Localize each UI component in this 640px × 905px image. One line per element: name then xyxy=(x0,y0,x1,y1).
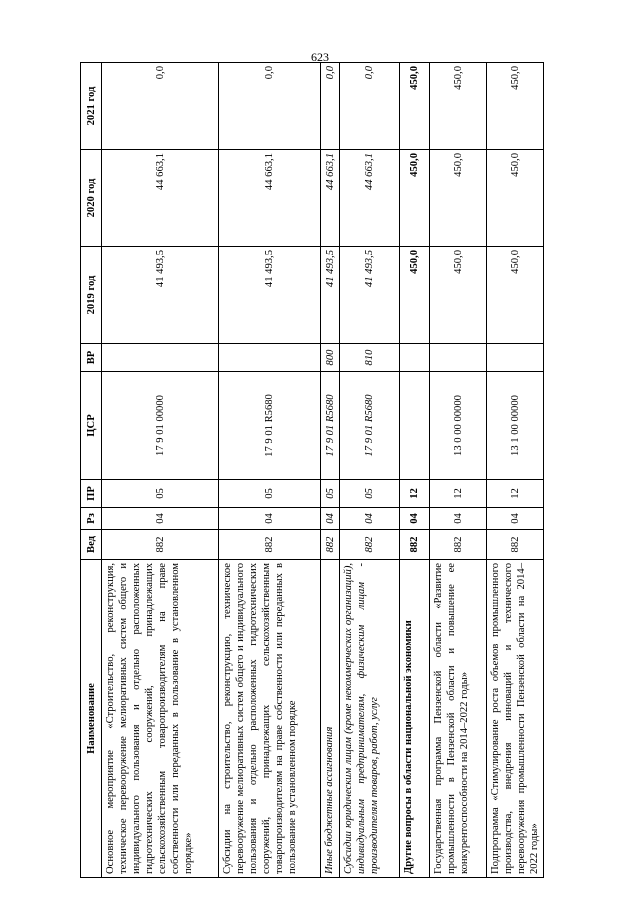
header-2021: 2021 год xyxy=(81,63,102,150)
row-rz: 04 xyxy=(430,508,487,530)
row-vr xyxy=(430,344,487,372)
row-2019: 450,0 xyxy=(430,247,487,344)
header-2019: 2019 год xyxy=(81,247,102,344)
row-csr: 17 9 01 R5680 xyxy=(321,372,340,480)
row-vr xyxy=(400,344,430,372)
row-vr xyxy=(219,344,321,372)
table-row xyxy=(102,63,219,878)
row-vr: 800 xyxy=(321,344,340,372)
row-name: Подпрограмма «Стимулирование роста объемов промышленного производства, внедрения инноваций и технического перевооружения промышленности Пензенской области на 2014–2022 годы» xyxy=(487,560,544,878)
row-rz: 04 xyxy=(400,508,430,530)
row-csr: 17 9 01 R5680 xyxy=(219,372,321,480)
row-ved: 882 xyxy=(400,530,430,560)
table-row xyxy=(219,63,321,878)
row-csr: 13 1 00 00000 xyxy=(487,372,544,480)
row-pr: 05 xyxy=(340,480,400,508)
row-2020: 44 663,1 xyxy=(340,150,400,247)
row-rz: 04 xyxy=(340,508,400,530)
row-pr: 12 xyxy=(400,480,430,508)
row-pr: 05 xyxy=(102,480,219,508)
row-name: Иные бюджетные ассигнования xyxy=(321,560,340,878)
header-pr: ПР xyxy=(81,480,102,508)
row-pr: 12 xyxy=(430,480,487,508)
table-row xyxy=(430,63,487,878)
row-vr xyxy=(487,344,544,372)
row-name: Субсидии юридическим лицам (кроме некоммерческих организаций), индивидуальным предпринимателям, физическим лицам - производителям товаров, работ, услуг xyxy=(340,560,400,878)
row-csr: 17 9 01 00000 xyxy=(102,372,219,480)
row-ved: 882 xyxy=(430,530,487,560)
row-2019: 450,0 xyxy=(487,247,544,344)
table-row xyxy=(487,63,544,878)
row-csr: 13 0 00 00000 xyxy=(430,372,487,480)
row-rz: 04 xyxy=(102,508,219,530)
row-name: Другие вопросы в области национальной экономики xyxy=(400,560,430,878)
row-2019: 41 493,5 xyxy=(102,247,219,344)
row-2020: 450,0 xyxy=(430,150,487,247)
row-ved: 882 xyxy=(102,530,219,560)
row-2021: 450,0 xyxy=(487,63,544,150)
row-name: Основное мероприятие «Строительство, реконструкция, техническое перевооружение мелиоративных систем общего и индивидуального пользования и отдельно расположенных гидротехнических сооружений, принадлежащих сельскохозяйственным товаропроизводителям на праве собственности или переданных в пользование в установленном порядке» xyxy=(102,560,219,878)
header-csr: ЦСР xyxy=(81,372,102,480)
page-number: 623 xyxy=(311,50,329,64)
row-2021: 0,0 xyxy=(102,63,219,150)
row-pr: 05 xyxy=(321,480,340,508)
header-row xyxy=(81,63,102,878)
row-rz: 04 xyxy=(321,508,340,530)
header-vr: ВР xyxy=(81,344,102,372)
row-2020: 44 663,1 xyxy=(102,150,219,247)
row-ved: 882 xyxy=(487,530,544,560)
table-row xyxy=(340,63,400,878)
row-2021: 0,0 xyxy=(219,63,321,150)
row-2020: 450,0 xyxy=(487,150,544,247)
row-2020: 44 663,1 xyxy=(219,150,321,247)
row-pr: 12 xyxy=(487,480,544,508)
row-2019: 450,0 xyxy=(400,247,430,344)
row-csr xyxy=(400,372,430,480)
header-ved: Вед xyxy=(81,530,102,560)
row-2021: 0,0 xyxy=(321,63,340,150)
row-2019: 41 493,5 xyxy=(340,247,400,344)
row-vr: 810 xyxy=(340,344,400,372)
row-2020: 44 663,1 xyxy=(321,150,340,247)
row-2019: 41 493,5 xyxy=(219,247,321,344)
row-vr xyxy=(102,344,219,372)
row-ved: 882 xyxy=(321,530,340,560)
row-ved: 882 xyxy=(340,530,400,560)
row-2019: 41 493,5 xyxy=(321,247,340,344)
table-row xyxy=(321,63,340,878)
row-name: Государственная программа Пензенской области «Развитие промышленности в Пензенской области и повышение ее конкурентоспособности на 2014–2022 годы» xyxy=(430,560,487,878)
row-2021: 0,0 xyxy=(340,63,400,150)
row-pr: 05 xyxy=(219,480,321,508)
header-rz: Рз xyxy=(81,508,102,530)
row-ved: 882 xyxy=(219,530,321,560)
table-row xyxy=(400,63,430,878)
row-2021: 450,0 xyxy=(400,63,430,150)
header-name: Наименование xyxy=(81,560,102,878)
budget-table xyxy=(80,62,544,878)
header-2020: 2020 год xyxy=(81,150,102,247)
rotated-table-container xyxy=(80,63,540,878)
row-rz: 04 xyxy=(487,508,544,530)
row-2021: 450,0 xyxy=(430,63,487,150)
row-csr: 17 9 01 R5680 xyxy=(340,372,400,480)
row-2020: 450,0 xyxy=(400,150,430,247)
row-name: Субсидии на строительство, реконструкцию, техническое перевооружение мелиоративных систем общего и индивидуального пользования и отдельно расположенных гидротехнических сооружений, принадлежащих сельскохозяйственным товаропроизводителям на праве собственности или переданных в пользование в установленном порядке xyxy=(219,560,321,878)
row-rz: 04 xyxy=(219,508,321,530)
